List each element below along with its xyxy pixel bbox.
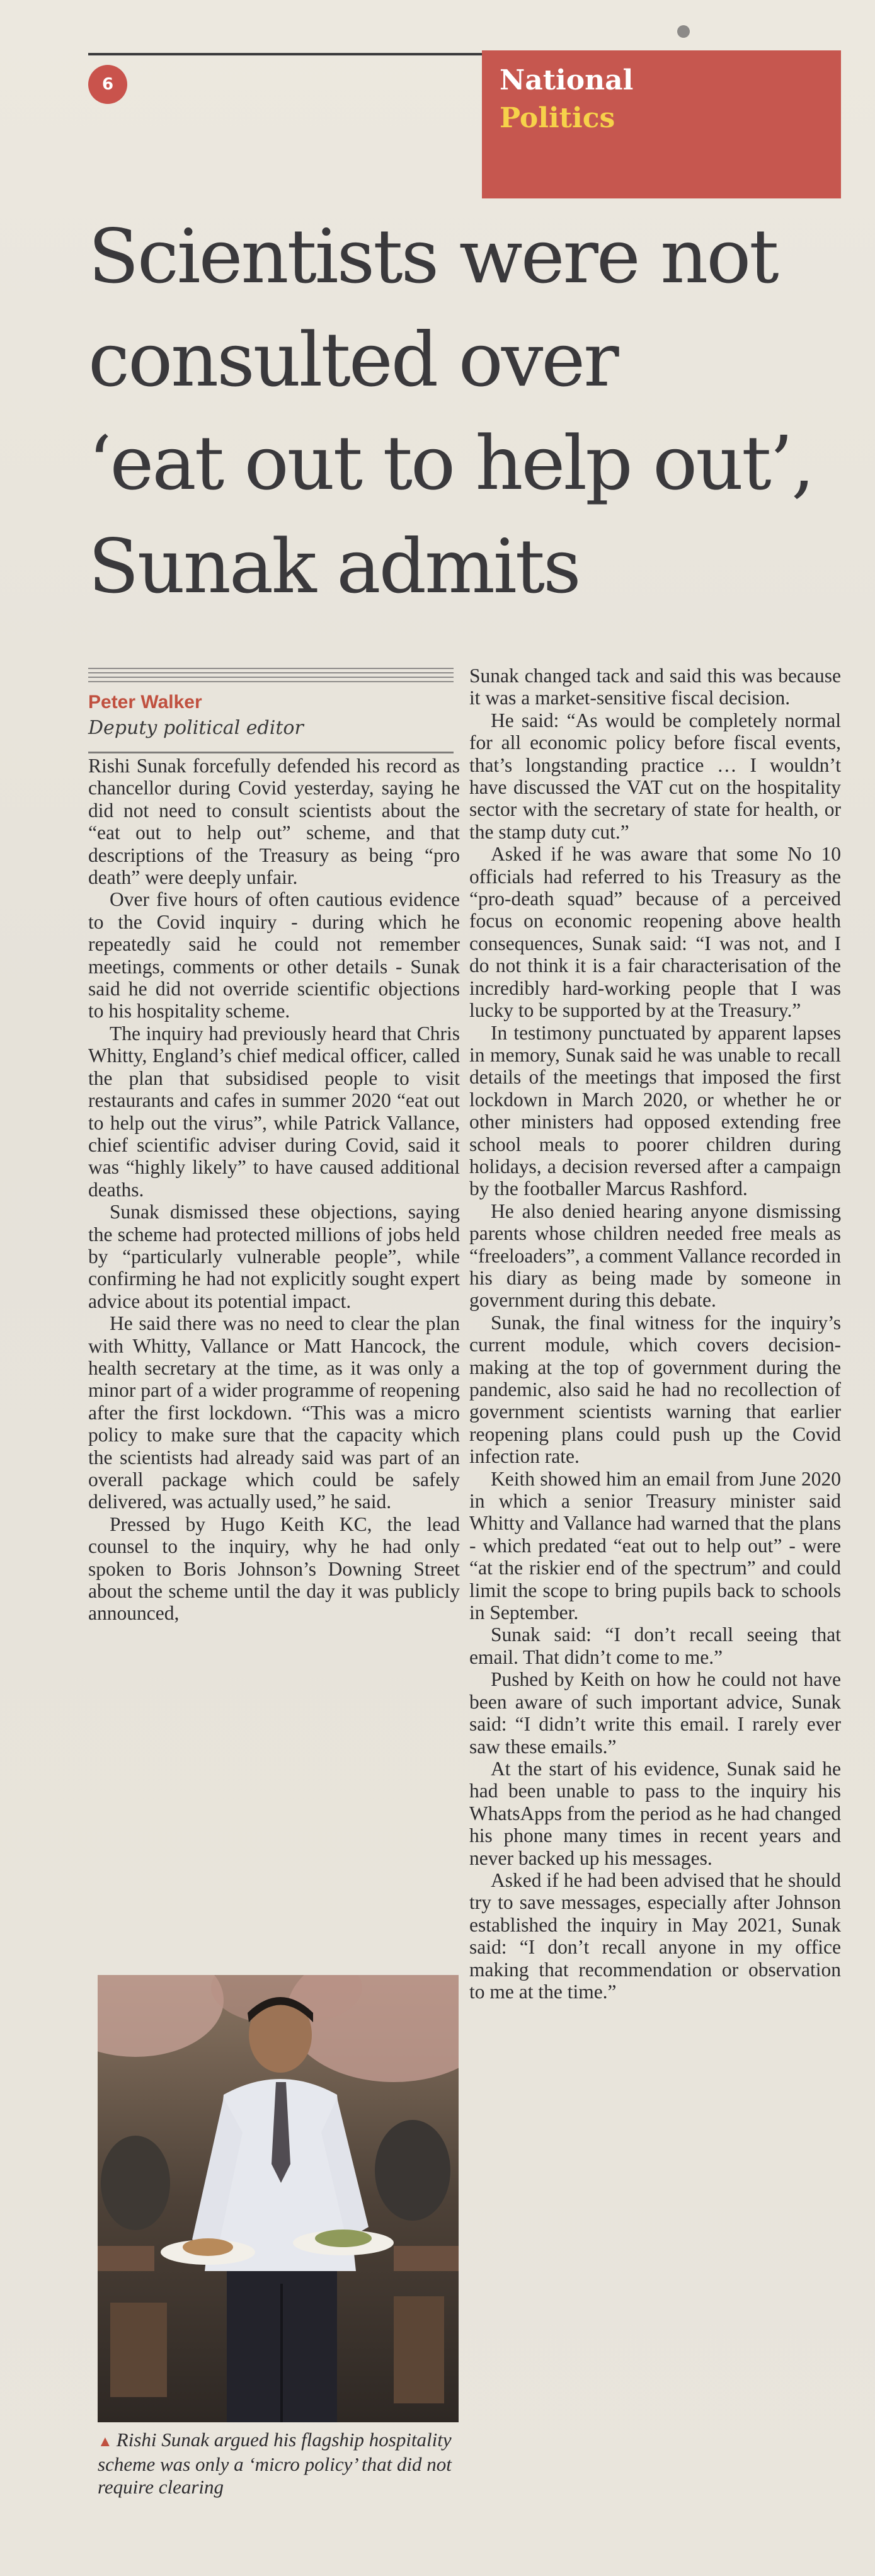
page-number: 6 — [101, 75, 114, 94]
article-paragraph: Over five hours of often cautious evidence to the Covid inquiry - during which he repeatedly said he could not remember meetings, comments or other details - Sunak said he did not override scientific objections to his hospitality scheme. — [88, 888, 460, 1022]
article-paragraph: Asked if he was aware that some No 10 officials had referred to his Treasury as the “pro-death squad” because of a perceived focus on economic reopening above health consequences, Sunak said: “I was not, and I do not think it is a fair characterisation of the incredibly hard-working people that I was lucky to be supported by at the Treasury.” — [469, 843, 841, 1022]
byline-author: Peter Walker — [88, 692, 202, 713]
article-paragraph: Sunak said: “I don’t recall seeing that email. That didn’t come to me.” — [469, 1623, 841, 1668]
article-paragraph: Sunak, the final witness for the inquiry’s current module, which covers decision-making at the top of government during the pandemic, also said he had no recollection of government scientists warning that earlier reopening plans could push up the Covid infection rate. — [469, 1311, 841, 1468]
photo-illustration — [98, 1975, 459, 2422]
article-paragraph: In testimony punctuated by apparent lapses in memory, Sunak said he was unable to recall details of the meetings that imposed the first lockdown in March 2020, or whether he or other ministers had opposed extending free school meals to poorer children during holidays, a decision reversed after a campaign by the footballer Marcus Rashford. — [469, 1021, 841, 1200]
article-paragraph: Asked if he had been advised that he should try to save messages, especially after Johnson established the inquiry in May 2021, Sunak said: “I don’t recall anyone in my office making that recommendation or observation to me at the time.” — [469, 1869, 841, 2003]
article-paragraph: At the start of his evidence, Sunak said he had been unable to pass to the inquiry his WhatsApps from the period as he had changed his phone many times in recent years and never backed up his messages. — [469, 1757, 841, 1869]
caption-triangle-icon: ▲ — [98, 2434, 113, 2450]
section-label-national: National — [500, 64, 634, 96]
article-paragraph: Sunak changed tack and said this was because it was a market-sensitive fiscal decision. — [469, 665, 841, 709]
section-label-box — [482, 50, 841, 198]
article-paragraph: Rishi Sunak forcefully defended his record as chancellor during Covid yesterday, saying he did not need to consult scientists about the “eat out to help out” scheme, and that descriptions of the Treasury as being “pro death” were deeply unfair. — [88, 755, 460, 889]
article-column-left — [88, 755, 460, 1920]
article-paragraph: He said: “As would be completely normal for all economic policy before fiscal events, that’s longstanding practice … I wouldn’t have discussed the VAT cut on the hospitality sector with the secretary of state for health, or the stamp duty cut.” — [469, 709, 841, 843]
article-paragraph: He also denied hearing anyone dismissing parents whose children needed free meals as “freeloaders”, a comment Vallance recorded in his diary as being made by someone in government during this debate. — [469, 1199, 841, 1312]
article-column-right — [469, 665, 841, 2542]
article-paragraph: Pressed by Hugo Keith KC, the lead counsel to the inquiry, why he had only spoken to Boris Johnson’s Downing Street about the scheme until the day it was publicly announced, — [88, 1513, 460, 1625]
section-label-politics: Politics — [500, 102, 615, 134]
photo-caption-text: Rishi Sunak argued his flagship hospitality scheme was only a ‘micro policy’ that did not require clearing — [98, 2429, 452, 2498]
article-paragraph: Sunak dismissed these objections, saying the scheme had protected millions of jobs held by “particularly vulnerable people”, while confirming he had not explicitly sought expert advice about its potential impact. — [88, 1201, 460, 1312]
article-paragraph: The inquiry had previously heard that Chris Whitty, England’s chief medical officer, called the plan that subsidised people to visit restaurants and cafes in summer 2020 “eat out to help out the virus”, while Patrick Vallance, chief scientific adviser during Covid, said it was “highly likely” to have caused additional deaths. — [88, 1022, 460, 1201]
page-number-badge — [88, 65, 127, 104]
article-paragraph: He said there was no need to clear the plan with Whitty, Vallance or Matt Hancock, the health secretary at the time, as it was only a minor part of a wider programme of reopening after the first lockdown. “This was a micro policy to make sure that the capacity which the scientists had already said was part of an overall package which could be safely delivered, was actually used,” he said. — [88, 1312, 460, 1513]
article-photo — [98, 1975, 459, 2422]
headline-line: Scientists were not — [88, 213, 777, 300]
byline-title: Deputy political editor — [88, 717, 304, 739]
headline-line: Sunak admits — [88, 523, 580, 610]
headline — [88, 205, 844, 618]
byline-rules — [88, 668, 454, 683]
article-paragraph: Pushed by Keith on how he could not have been aware of such important advice, Sunak said: “I didn’t write this email. I rarely ever saw these emails.” — [469, 1668, 841, 1758]
photo-caption — [98, 2429, 463, 2499]
punch-hole — [677, 25, 690, 38]
byline-divider — [88, 752, 454, 753]
headline-line: ‘eat out to help out’, — [88, 420, 813, 507]
article-paragraph: Keith showed him an email from June 2020 in which a senior Treasury minister said Whitty and Vallance had warned that the plans - which predated “eat out to help out” - were “at the riskier end of the spectrum” and could limit the scope to bring pupils back to schools in September. — [469, 1467, 841, 1624]
headline-line: consulted over — [88, 316, 617, 403]
